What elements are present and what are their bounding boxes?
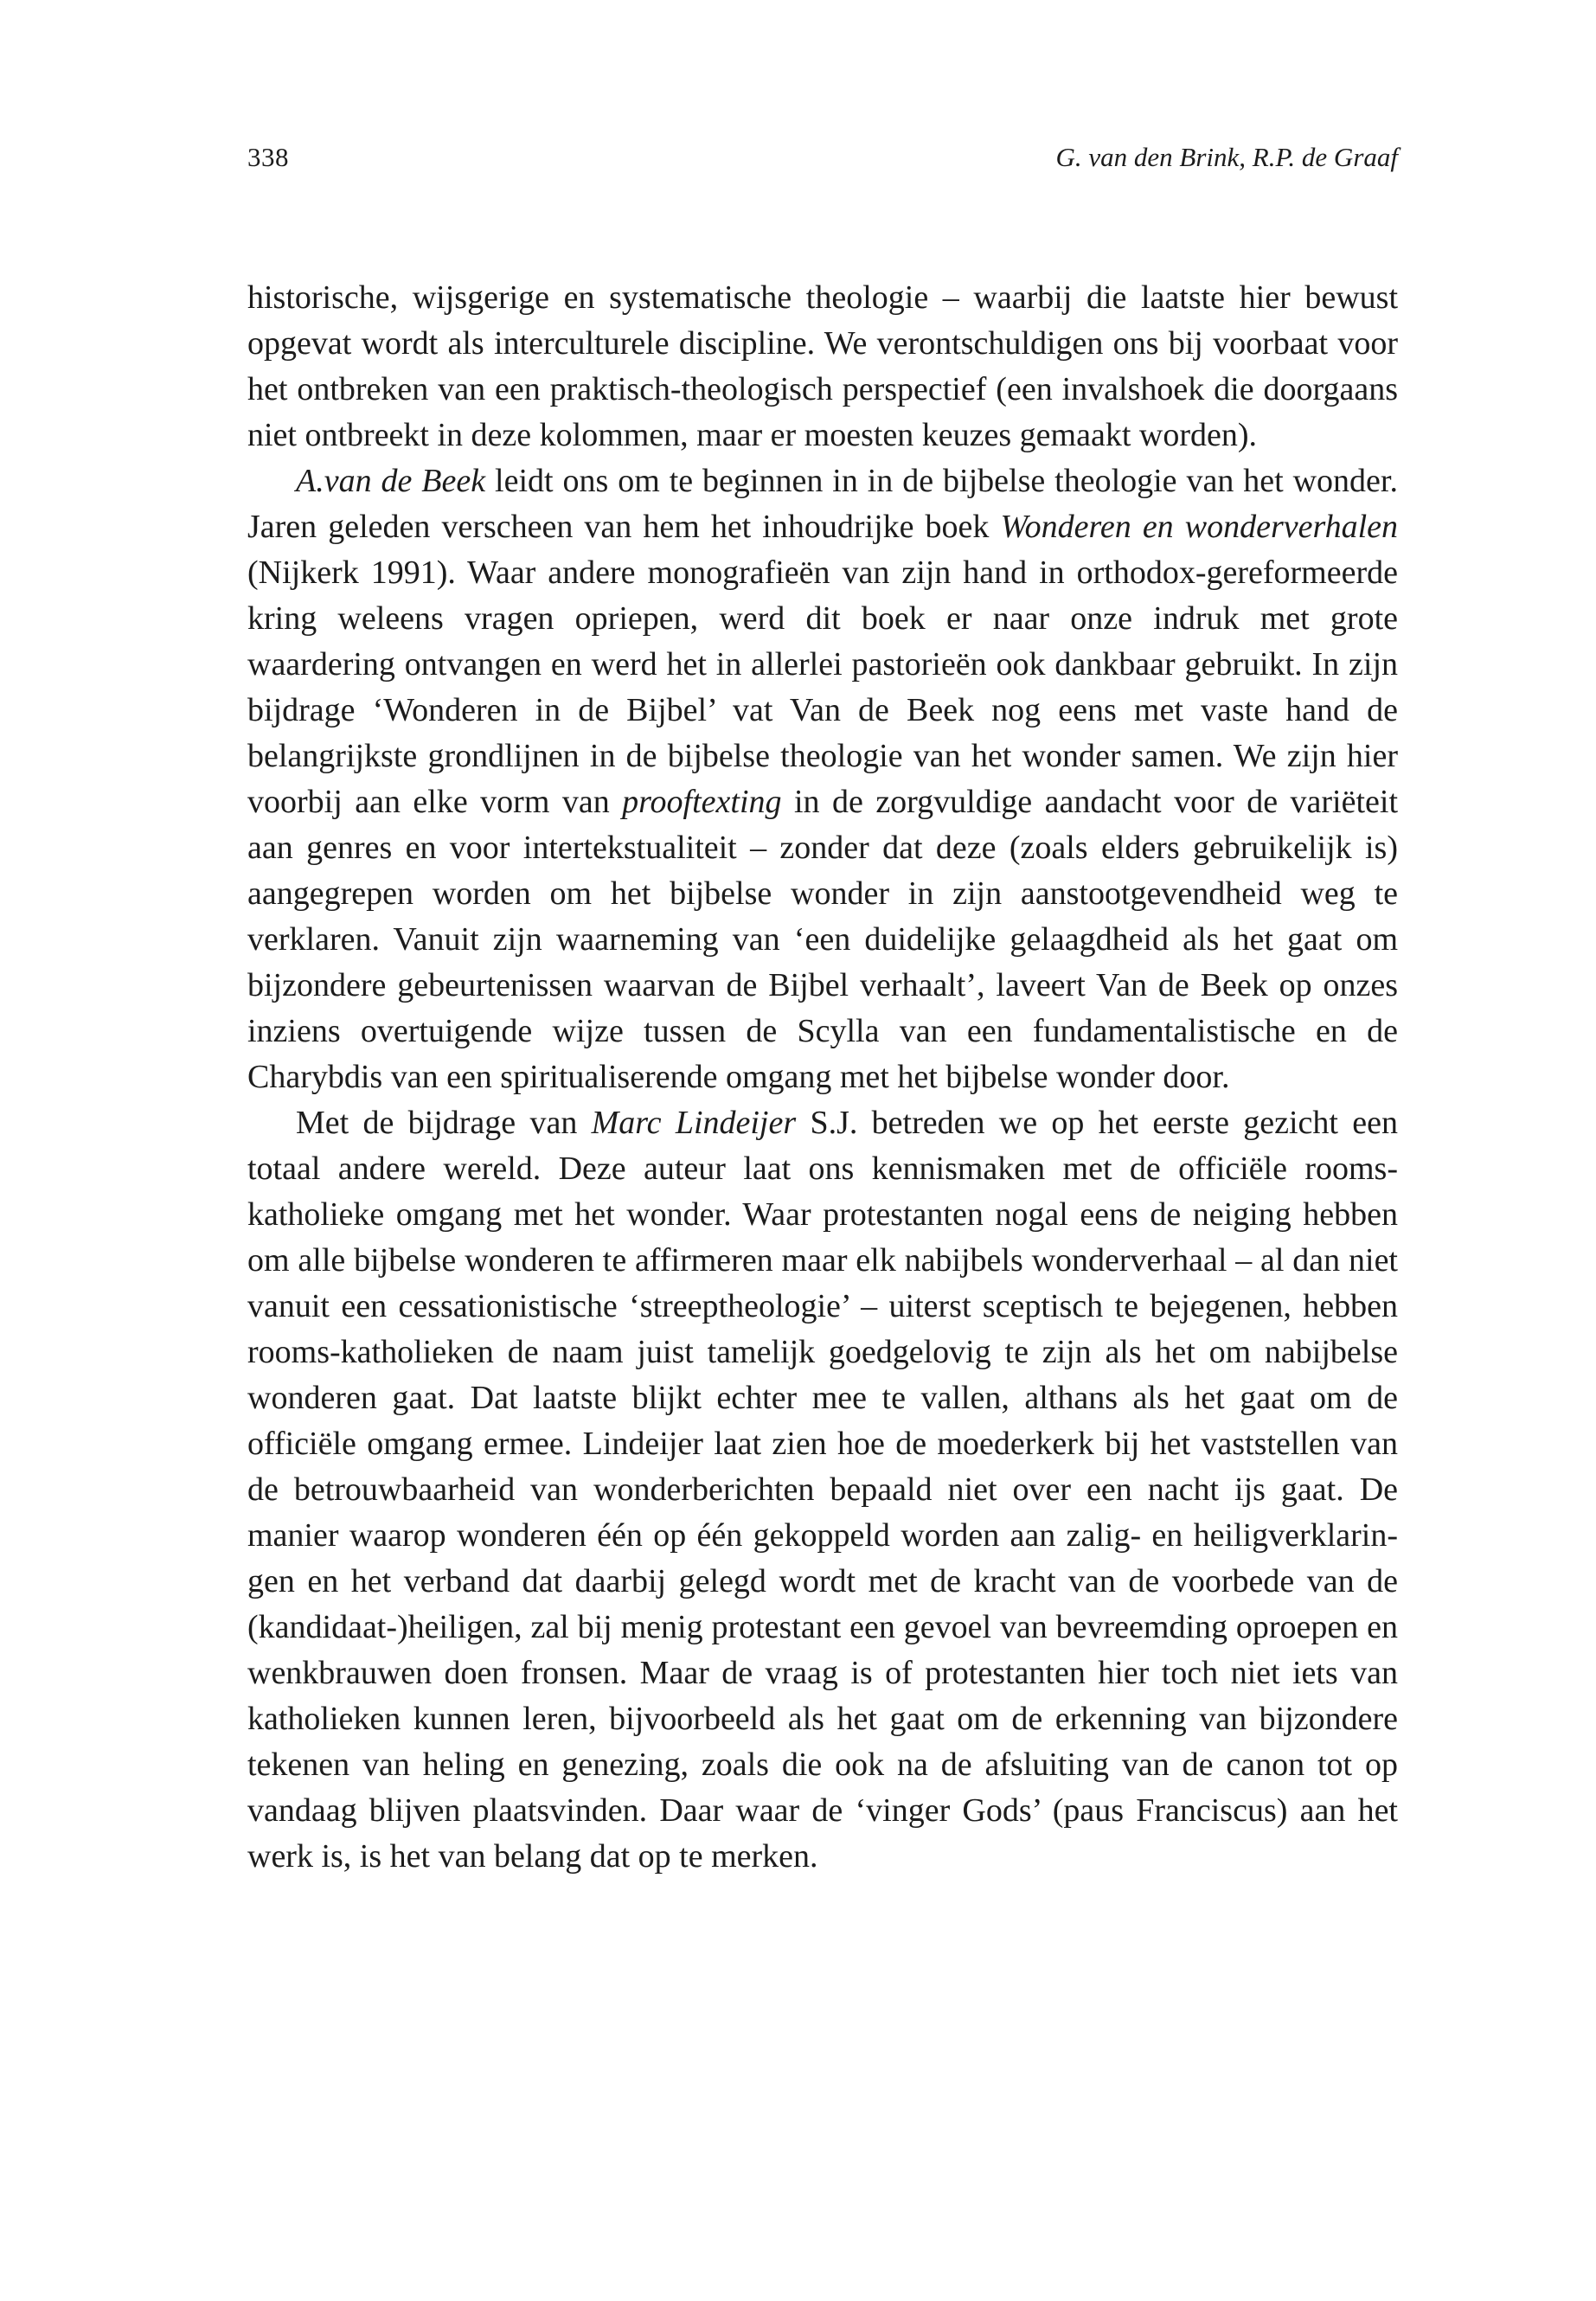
book-title: Wonderen en wonderverhalen bbox=[1000, 509, 1399, 545]
author-name-van-de-beek: A.van de Beek bbox=[296, 463, 486, 499]
text-segment: (Nijkerk 1991). Waar andere monografieën van zijn hand in orthodox-gereformeerde kring weleens vragen opriepen, werd dit boek er naar onze indruk met grote waardering ontvangen en werd het in allerlei pastorieën ook dankbaar gebruikt. In zijn bijdrage ‘Wonderen in de Bijbel’ vat Van de Beek nog eens met vaste hand de belangrijkste grondlijnen in de bijbelse theologie van het wonder samen. We zijn hier voorbij aan elke vorm van bbox=[247, 554, 1398, 820]
author-name-lindeijer: Marc Lindeijer bbox=[591, 1105, 797, 1141]
paragraph-1 bbox=[247, 275, 1398, 458]
running-title: G. van den Brink, R.P. de Graaf bbox=[1055, 142, 1398, 172]
text-segment: S.J. betreden we op het eerste gezicht een totaal andere wereld. Deze auteur laat ons kennismaken met de officiële rooms-katholieke omgang met het wonder. Waar protestanten nogal eens de neiging hebben om alle bijbelse wonderen te affirmeren maar elk nabijbels wonderverhaal – al dan niet vanuit een cessationistische ‘streeptheologie’ – uiterst sceptisch te bejegenen, hebben rooms-katholieken de naam juist tamelijk goedgelovig te zijn als het om nabijbelse wonderen gaat. Dat laatste blijkt echter mee te vallen, althans als het gaat om de officiële omgang ermee. Lindeijer laat zien hoe de moederkerk bij het vaststellen van de betrouwbaarheid van wonderberichten bepaald niet over een nacht ijs gaat. De manier waarop wonderen één op één gekoppeld worden aan zalig- en heiligverklaringen en het verband dat daarbij gelegd wordt met de kracht van de voorbede van de (kandidaat-)heiligen, zal bij menig protestant een gevoel van bevreemding oproepen en wenkbrauwen doen fronsen. Maar de vraag is of protestanten hier toch niet iets van katholieken kunnen leren, bijvoorbeeld als het gaat om de erkenning van bijzondere tekenen van heling en genezing, zoals die ook na de afsluiting van de canon tot op vandaag blijven plaatsvinden. Daar waar de ‘vinger Gods’ (paus Franciscus) aan het werk is, is het van belang dat op te merken. bbox=[247, 1105, 1399, 1875]
text-segment: historische, wijsgerige en systematische theologie – waarbij die laatste hier bewust opgevat wordt als interculturele discipline. We verontschuldigen ons bij voorbaat voor het ontbreken van een praktisch-theologisch perspectief (een invalshoek die doorgaans niet ontbreekt in deze kolommen, maar er moesten keuzes gemaakt worden). bbox=[247, 279, 1398, 453]
text-segment: in de zorgvuldige aandacht voor de variëteit aan genres en voor intertekstualiteit – zonder dat deze (zoals elders gebruikelijk is) aangegrepen worden om het bijbelse wonder in zijn aanstootgevendheid weg te verklaren. Vanuit zijn waarneming van ‘een duidelijke gelaagdheid als het gaat om bijzondere gebeurtenissen waarvan de Bijbel verhaalt’, laveert Van de Beek op onzes inziens overtuigende wijze tussen de Scylla van een fundamentalistische en de Charybdis van een spiritualiserende omgang met het bijbelse wonder door. bbox=[247, 784, 1398, 1095]
body-text bbox=[247, 275, 1398, 1880]
paragraph-3 bbox=[247, 1100, 1398, 1880]
page-number: 338 bbox=[247, 142, 289, 172]
italic-term: prooftexting bbox=[622, 784, 782, 820]
text-segment: leidt ons om te beginnen in in de bijbelse theologie van het wonder. Jaren geleden verscheen van hem het inhoudrijke boek bbox=[247, 463, 1398, 545]
running-head bbox=[247, 138, 1398, 176]
text-segment: Met de bijdrage van bbox=[296, 1105, 592, 1141]
paragraph-2 bbox=[247, 458, 1398, 1100]
